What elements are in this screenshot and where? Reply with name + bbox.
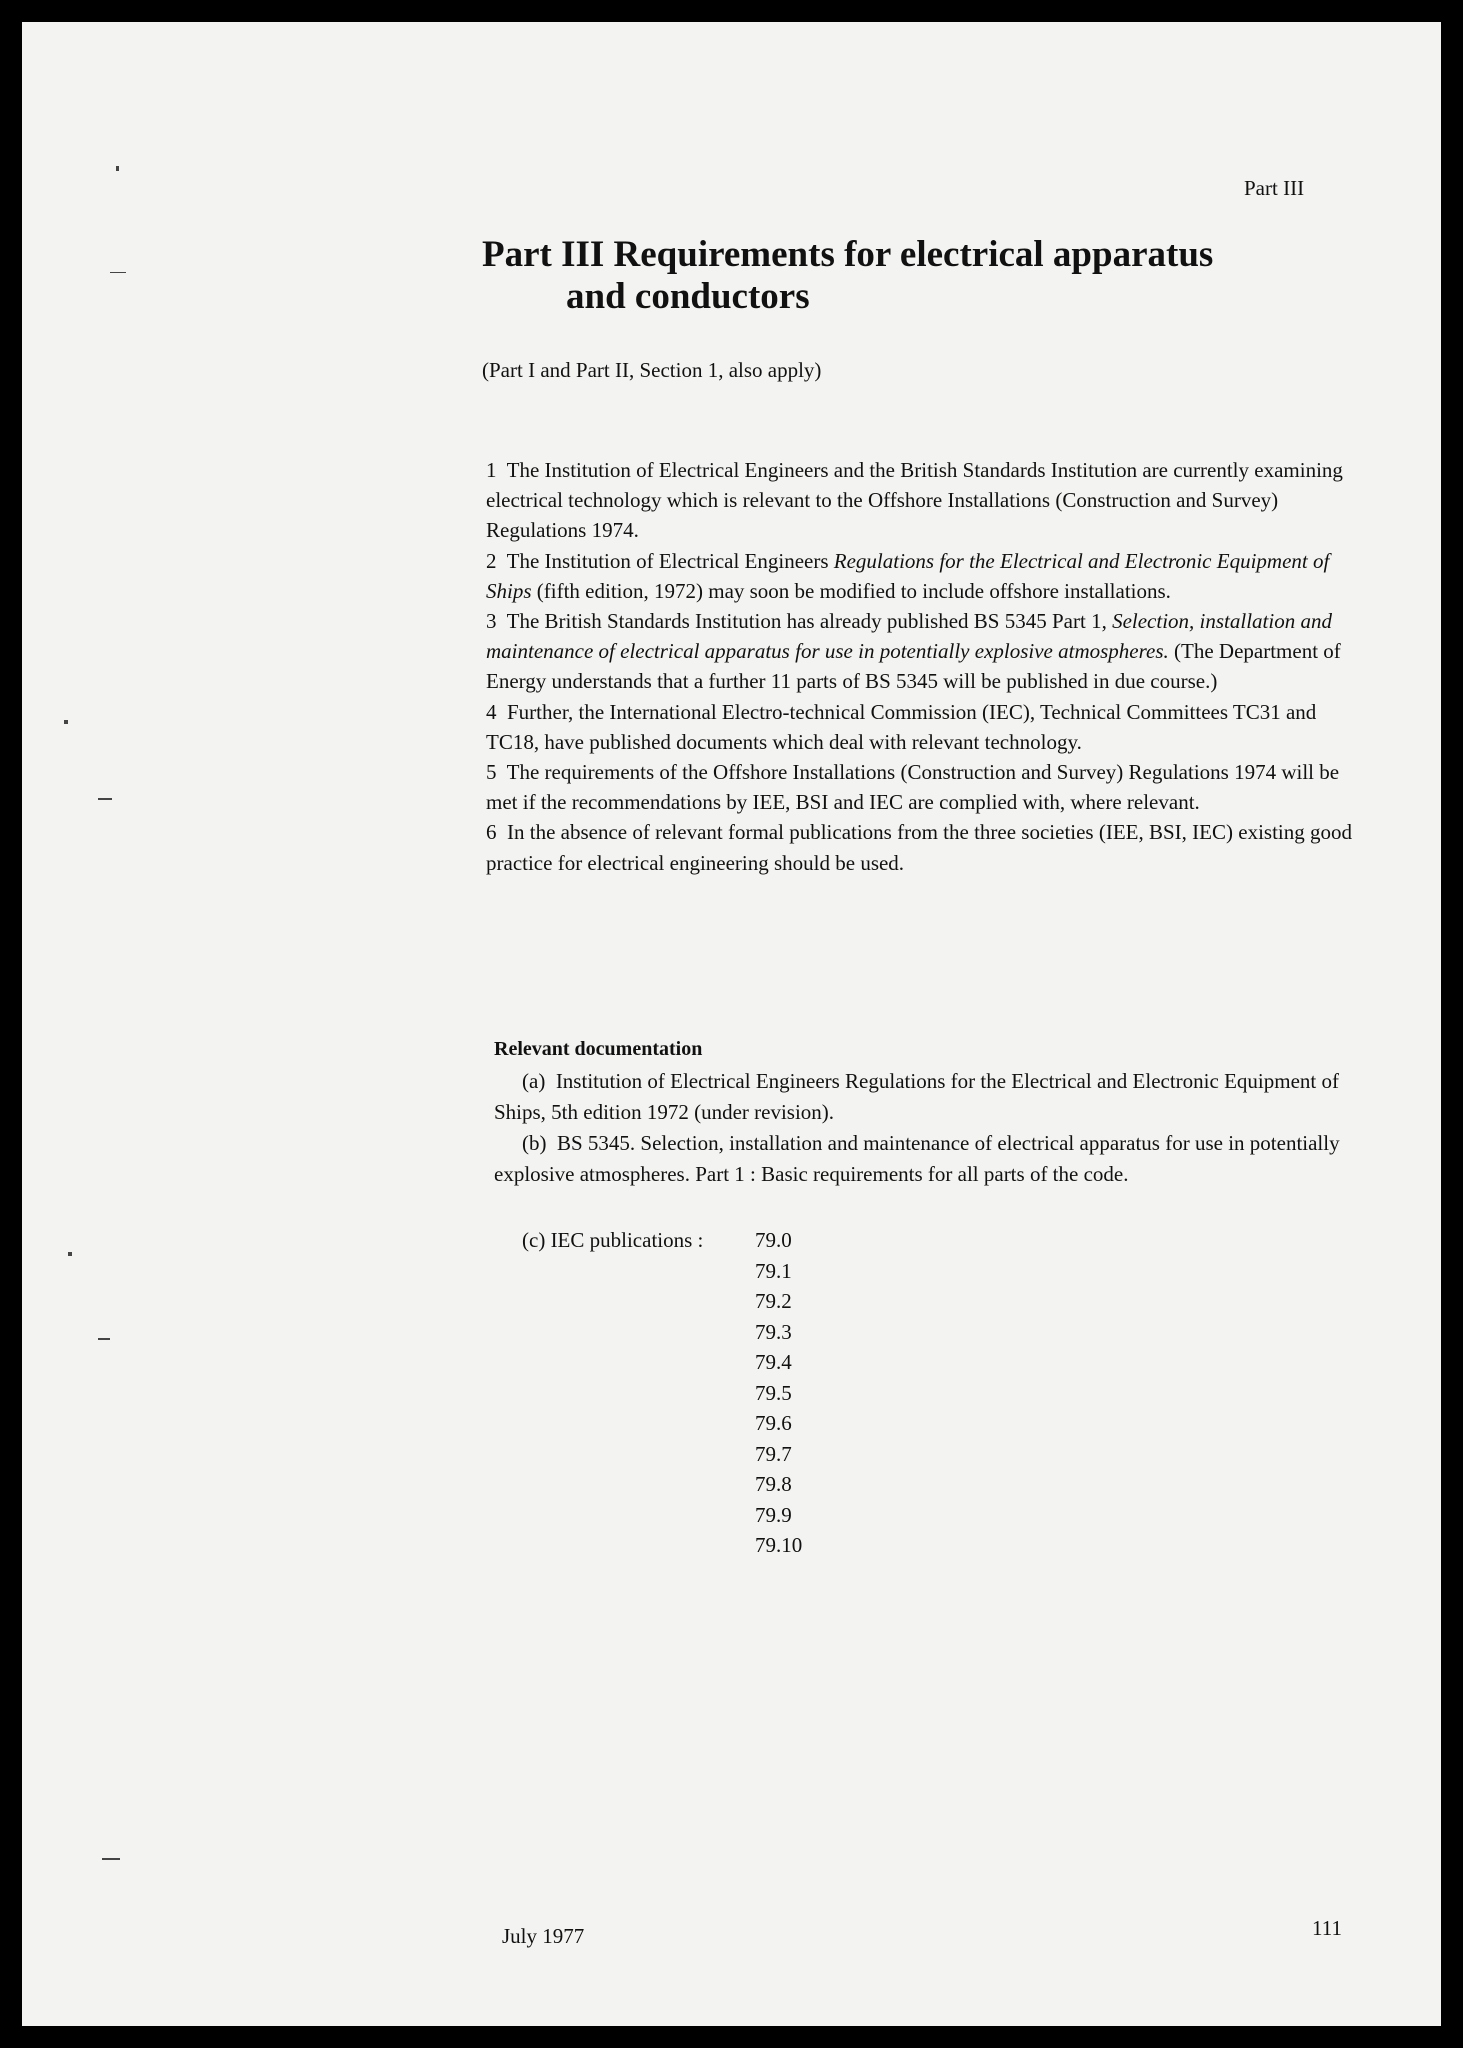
footer-date: July 1977 bbox=[502, 1924, 585, 1948]
iec-number: 79.6 bbox=[755, 1411, 792, 1435]
scan-mark bbox=[64, 720, 68, 724]
iec-number: 79.0 bbox=[755, 1228, 792, 1252]
paragraph-text: The requirements of the Offshore Installations (Construction and Survey) Regulations 1974 will be met if the recommendations by IEE, BSI and IEC are complied with, where relevant. bbox=[486, 760, 1340, 815]
iec-number: 79.8 bbox=[755, 1472, 792, 1496]
iec-number: 79.1 bbox=[755, 1258, 792, 1283]
part-label: Part III bbox=[1244, 176, 1305, 200]
iec-number: 79.2 bbox=[755, 1289, 792, 1313]
iec-number: 79.10 bbox=[755, 1533, 803, 1557]
paragraph bbox=[486, 757, 1356, 817]
iec-number: 79.4 bbox=[755, 1350, 792, 1374]
documentation-list bbox=[494, 1066, 1354, 1190]
paragraph bbox=[486, 817, 1356, 877]
page-title bbox=[482, 234, 1213, 318]
paragraph-text: The Institution of Electrical Engineers and the British Standards Institution are currently examining electrical technology which is relevant to the Offshore Installations (Construction and Survey) Regulations 1974. bbox=[486, 458, 1343, 543]
numbered-paragraphs bbox=[486, 455, 1356, 878]
paragraph-number: 1 bbox=[486, 458, 497, 482]
paragraph-text: (fifth edition, 1972) may soon be modified to include offshore installations. bbox=[531, 578, 1171, 603]
iec-number: 79.9 bbox=[755, 1502, 792, 1527]
paragraph-number: 4 bbox=[486, 699, 497, 724]
scan-mark bbox=[98, 798, 112, 800]
item-text: BS 5345. Selection, installation and maintenance of electrical apparatus for use in potentially explosive atmospheres. Part 1 : Basic requirements for all parts of the code. bbox=[494, 1131, 1340, 1186]
item-text: Institution of Electrical Engineers Regulations for the Electrical and Electronic Equipment of Ships, 5th edition 1972 (under revision). bbox=[494, 1069, 1339, 1124]
paragraph-text-italic: Regulations for the Electrical and Electronic Equipment of Ships bbox=[486, 548, 1330, 603]
scan-mark bbox=[68, 1252, 72, 1256]
paragraph-number: 6 bbox=[486, 820, 497, 845]
section-heading-relevant-documentation: Relevant documentation bbox=[494, 1038, 703, 1060]
item-label: (a) bbox=[522, 1069, 546, 1093]
scan-mark bbox=[102, 1858, 120, 1860]
item-text: IEC publications : bbox=[550, 1228, 704, 1252]
documentation-item bbox=[494, 1066, 1354, 1128]
paragraph-text: The Institution of Electrical Engineers bbox=[506, 548, 834, 573]
iec-publications-label bbox=[522, 1225, 703, 1256]
paragraph-text: (The Department of Energy understands that a further 11 parts of BS 5345 will be published in due course.) bbox=[486, 639, 1341, 694]
paragraph-number: 3 bbox=[486, 609, 497, 634]
paragraph-number: 2 bbox=[486, 548, 497, 573]
iec-number: 79.7 bbox=[755, 1441, 792, 1466]
scan-mark bbox=[98, 1338, 110, 1340]
paragraph bbox=[486, 606, 1356, 697]
item-label: (b) bbox=[522, 1131, 547, 1155]
title-line-1: Part III Requirements for electrical apparatus bbox=[482, 234, 1214, 275]
iec-number: 79.5 bbox=[755, 1380, 792, 1405]
document-page bbox=[22, 22, 1441, 2026]
paragraph bbox=[486, 546, 1356, 606]
paragraph-text: Further, the International Electro-technical Commission (IEC), Technical Committees TC31 and TC18, have published documents which deal with relevant technology. bbox=[486, 699, 1317, 754]
paragraph bbox=[486, 455, 1356, 546]
page-number: 111 bbox=[1312, 1916, 1342, 1940]
scan-mark bbox=[110, 272, 126, 273]
iec-number-list bbox=[755, 1225, 802, 1561]
iec-number: 79.3 bbox=[755, 1319, 792, 1344]
title-line-2: and conductors bbox=[566, 276, 810, 317]
scan-mark bbox=[116, 166, 119, 171]
item-label: (c) bbox=[522, 1228, 546, 1252]
paragraph-text: The British Standards Institution has already published BS 5345 Part 1, bbox=[506, 609, 1113, 634]
page-subtitle: (Part I and Part II, Section 1, also apply) bbox=[482, 358, 822, 382]
documentation-item bbox=[494, 1128, 1354, 1190]
paragraph bbox=[486, 697, 1356, 757]
paragraph-text-italic: Selection, installation and maintenance of electrical apparatus for use in potentially explosive atmospheres. bbox=[486, 609, 1332, 664]
paragraph-text: In the absence of relevant formal publications from the three societies (IEE, BSI, IEC) existing good practice for electrical engineering should be used. bbox=[486, 820, 1352, 875]
paragraph-number: 5 bbox=[486, 760, 497, 785]
